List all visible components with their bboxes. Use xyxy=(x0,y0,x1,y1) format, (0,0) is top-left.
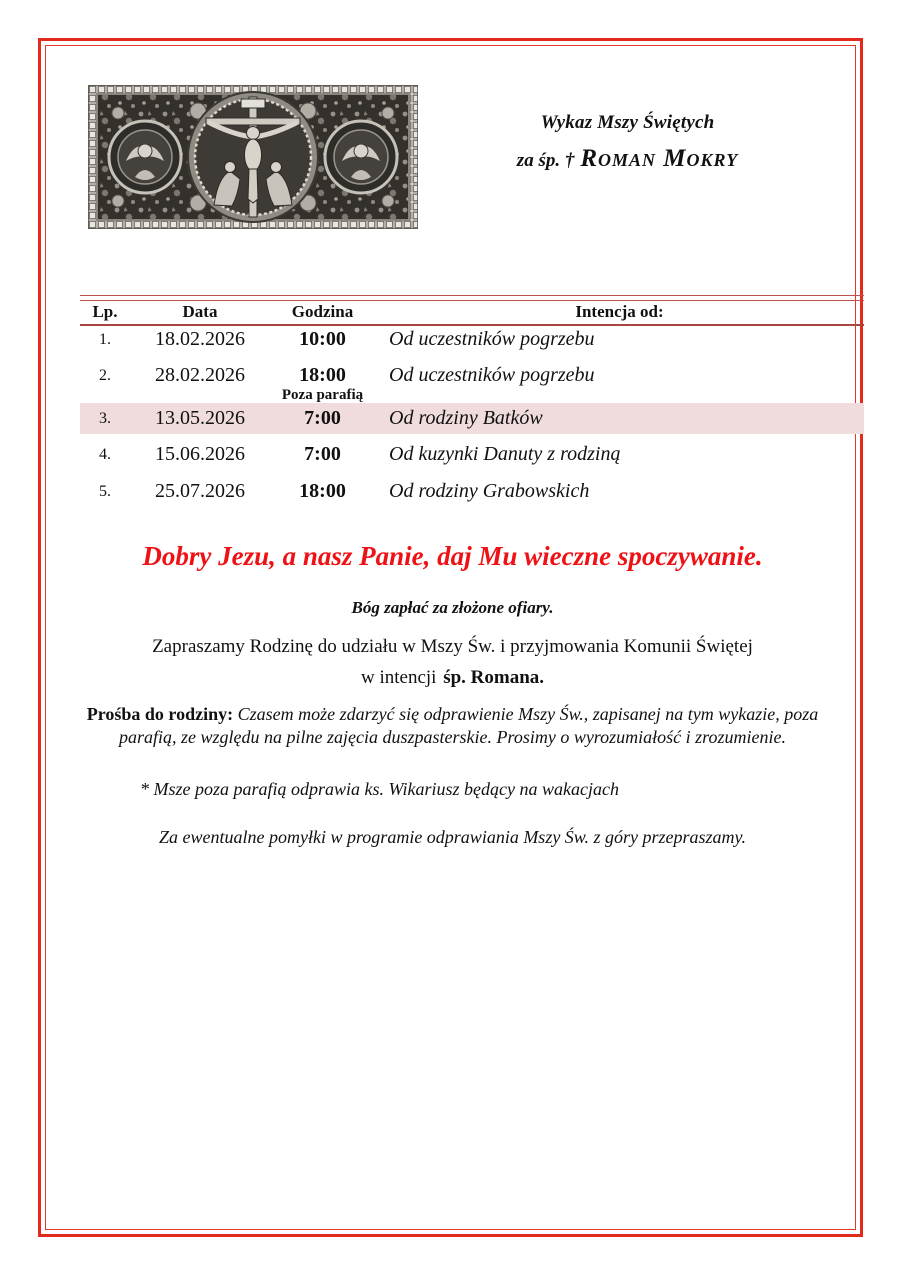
date-cell: 15.06.2026 xyxy=(155,443,245,465)
prayer-line: Dobry Jezu, a nasz Panie, daj Mu wieczne spoczywanie. xyxy=(142,541,763,571)
family-request-paragraph xyxy=(60,703,845,749)
row-number-cell: 4. xyxy=(99,446,111,463)
intention-cell: Od uczestników pogrzebu xyxy=(389,328,595,350)
intention-cell: Od uczestników pogrzebu xyxy=(389,364,595,386)
invitation-line-2-bold: śp. Romana. xyxy=(443,667,545,688)
time-value: 7:00 xyxy=(304,443,341,465)
table-body xyxy=(80,326,864,503)
apology-line: Za ewentualne pomyłki w programie odprawiania Mszy Św. z góry przepraszamy. xyxy=(159,827,746,847)
table-row xyxy=(80,434,864,471)
right-angel-medallion xyxy=(325,121,397,193)
time-cell xyxy=(270,364,375,403)
deceased-prefix: za śp. † xyxy=(516,150,575,171)
intention-cell: Od rodziny Grabowskich xyxy=(389,480,590,502)
table-row xyxy=(80,403,864,434)
column-header-lp: Lp. xyxy=(92,302,118,321)
table-row xyxy=(80,326,864,363)
deceased-name: Roman Mokry xyxy=(580,145,739,172)
outside-parish-note: Poza parafią xyxy=(281,387,364,403)
intention-cell: Od kuzynki Danuty z rodziną xyxy=(389,443,621,465)
central-crucifixion-medallion xyxy=(188,92,318,222)
time-value: 18:00 xyxy=(299,480,346,502)
invitation-line-2 xyxy=(0,667,905,689)
crucifixion-engraving-svg xyxy=(88,85,418,229)
time-value: 18:00 xyxy=(299,364,346,386)
vicar-note-line: * Msze poza parafią odprawia ks. Wikariusz będący na wakacjach xyxy=(140,779,619,799)
table-row xyxy=(80,471,864,503)
row-number-cell: 3. xyxy=(99,410,111,427)
time-value: 10:00 xyxy=(299,328,346,350)
title-block xyxy=(450,112,805,173)
column-header-godzina: Godzina xyxy=(291,302,354,321)
date-cell: 25.07.2026 xyxy=(155,480,245,502)
crucifixion-engraving-image xyxy=(88,85,418,229)
thanks-line: Bóg zapłać za złożone ofiary. xyxy=(351,598,554,617)
table-header-row xyxy=(80,301,864,324)
row-number-cell: 1. xyxy=(99,331,111,348)
table-row xyxy=(80,363,864,403)
row-number-cell: 2. xyxy=(99,367,111,384)
family-request-text: Czasem może zdarzyć się odprawienie Mszy Św., zapisanej na tym wykazie, poza parafią, ze względu na pilne zajęcia duszpasterskie. Prosimy o wyrozumiałość i zrozumienie. xyxy=(119,704,819,747)
time-cell xyxy=(270,328,375,351)
intention-cell: Od rodziny Batków xyxy=(389,407,543,429)
date-cell: 13.05.2026 xyxy=(155,407,245,429)
family-request-label: Prośba do rodziny: xyxy=(86,704,234,724)
time-cell xyxy=(270,480,375,503)
invitation-line-1: Zapraszamy Rodzinę do udziału w Mszy Św. i przyjmowania Komunii Świętej xyxy=(152,636,753,657)
document-title: Wykaz Mszy Świętych xyxy=(540,112,715,133)
date-cell: 28.02.2026 xyxy=(155,364,245,386)
left-angel-medallion xyxy=(109,121,181,193)
time-value: 7:00 xyxy=(304,407,341,429)
time-cell xyxy=(270,407,375,430)
mass-schedule-table xyxy=(80,295,864,503)
column-header-data: Data xyxy=(182,302,218,321)
time-cell xyxy=(270,443,375,466)
date-cell: 18.02.2026 xyxy=(155,328,245,350)
row-number-cell: 5. xyxy=(99,483,111,500)
column-header-intencja: Intencja od: xyxy=(575,302,664,321)
invitation-line-2-prefix: w intencji xyxy=(360,667,437,688)
deceased-line xyxy=(450,145,805,173)
